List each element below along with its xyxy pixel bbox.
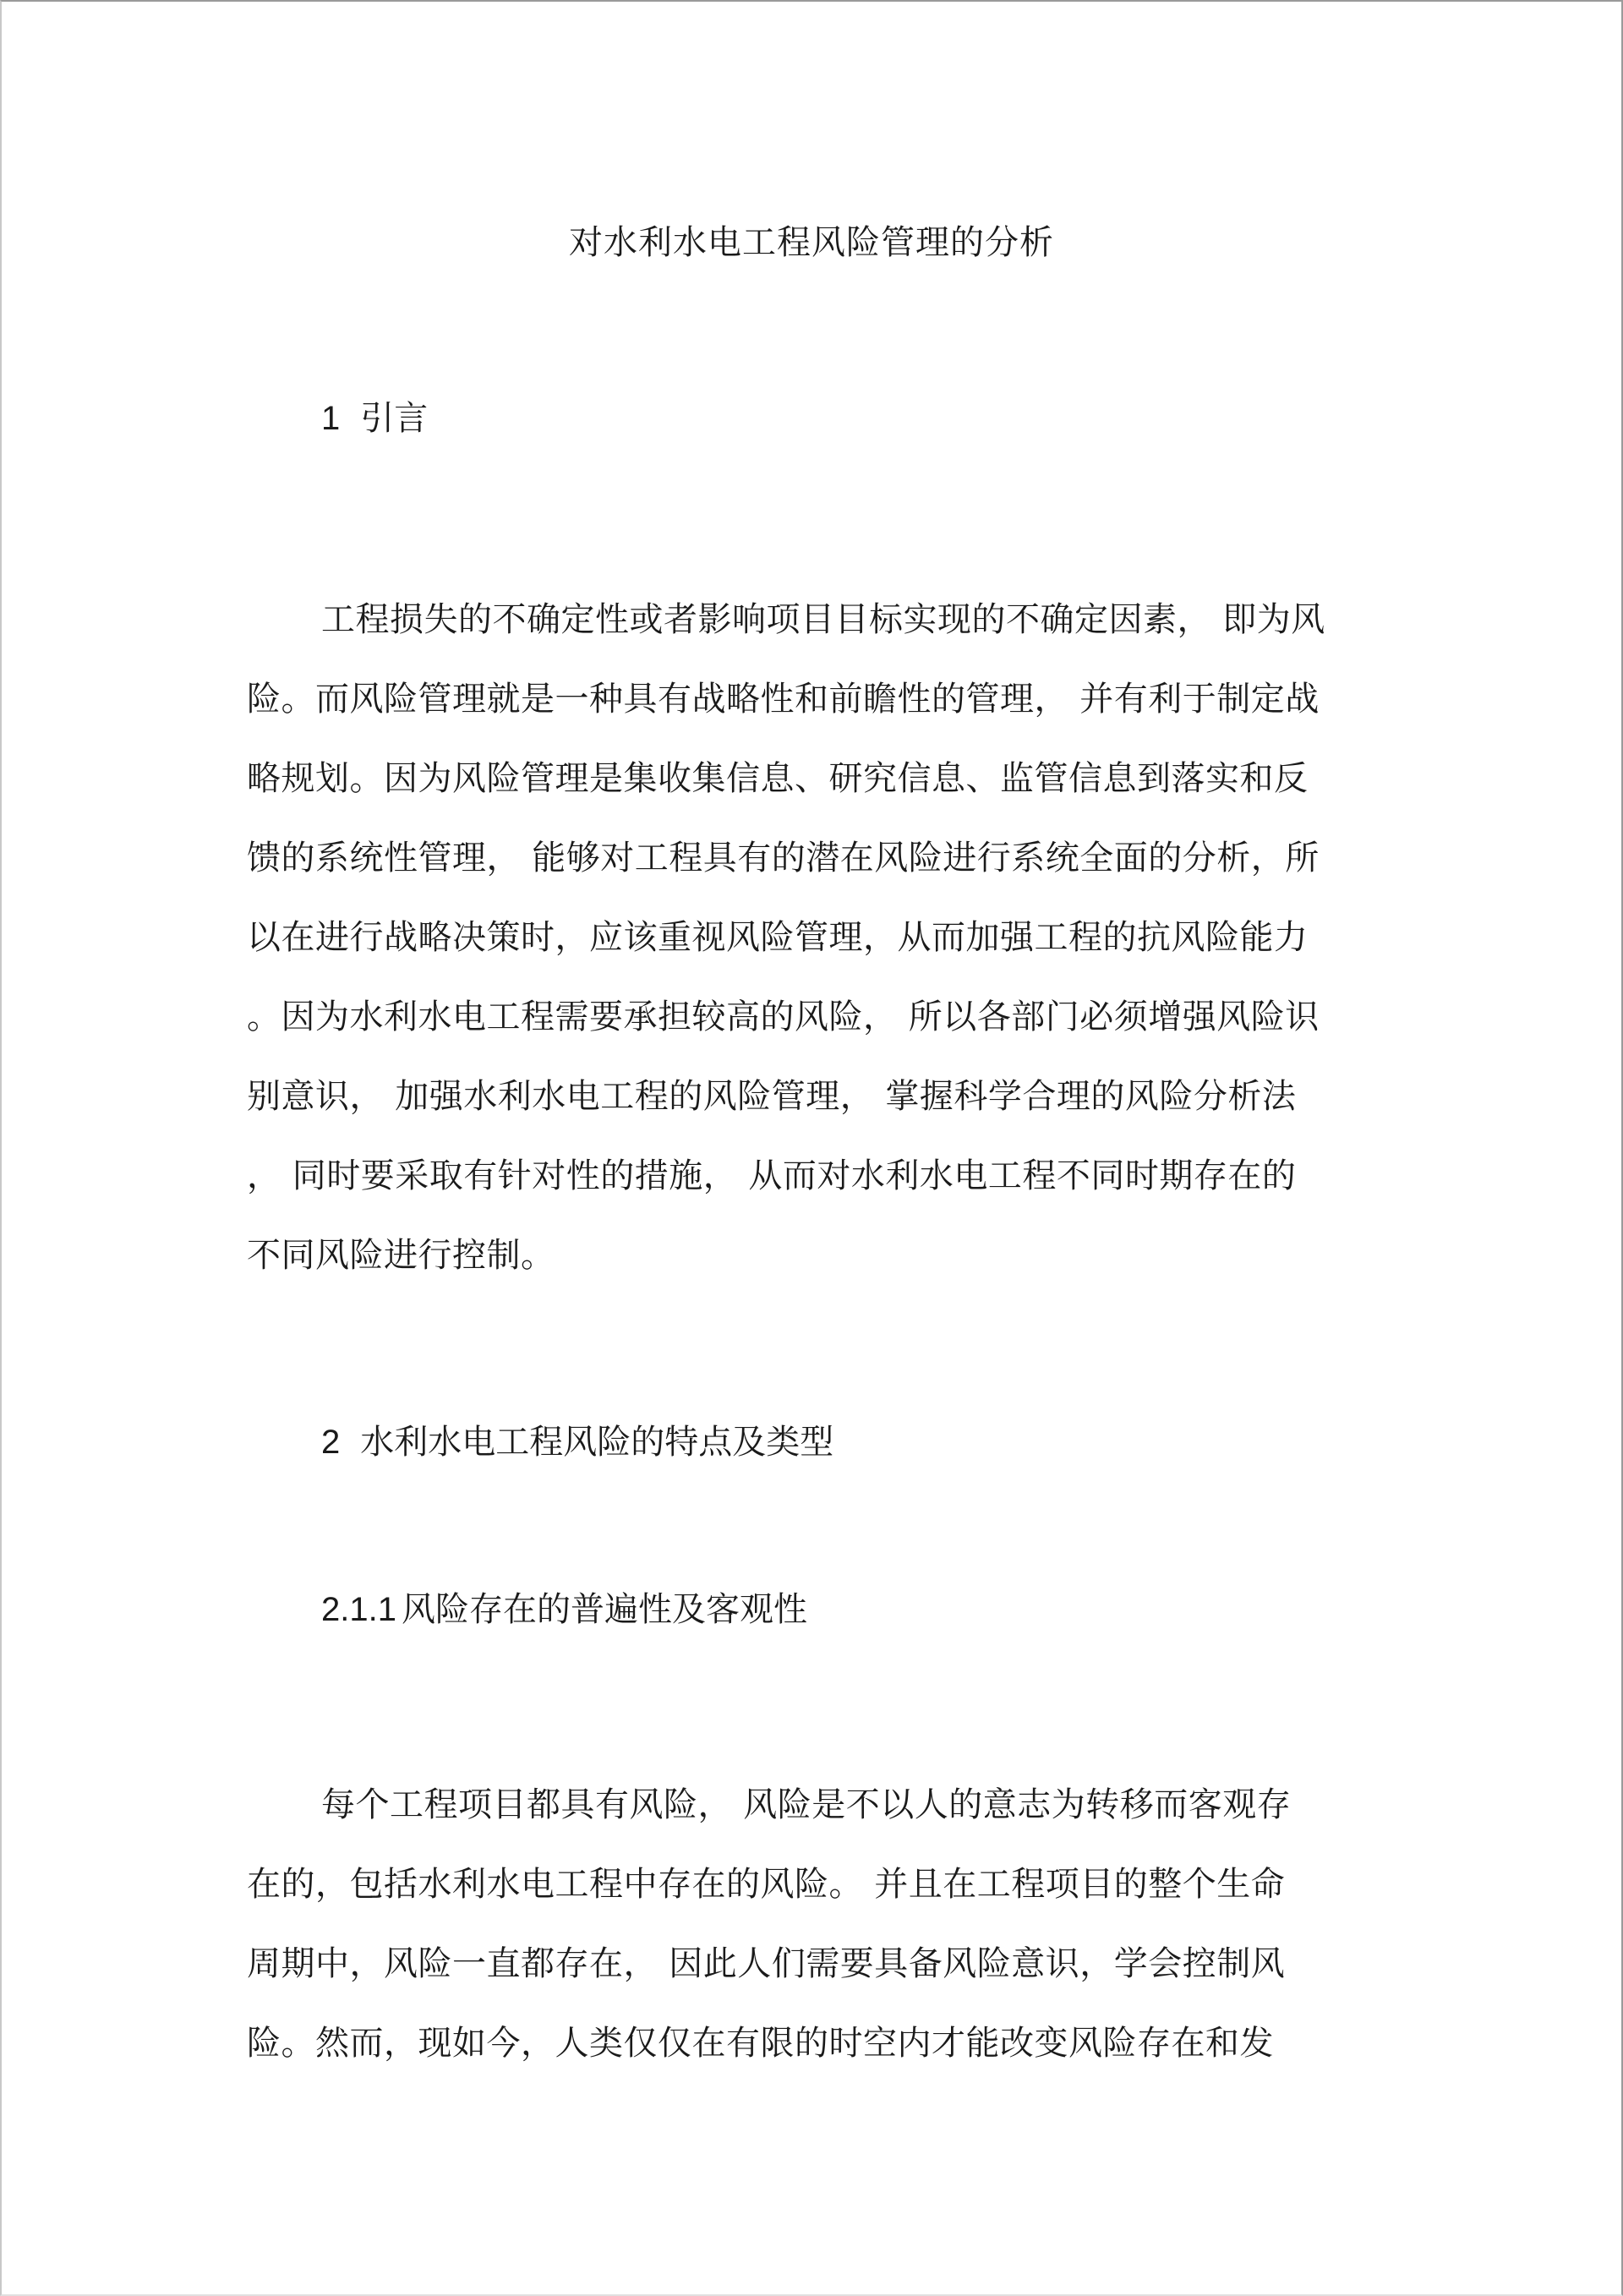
paragraph-line: 不同风险进行控制。 [247, 1236, 555, 1275]
section-title: 风险存在的普遍性及客观性 [401, 1590, 807, 1629]
section-number: 2.1.1 [321, 1591, 396, 1628]
paragraph-line: 馈的系统性管理， 能够对工程具有的潜在风险进行系统全面的分析，所 [247, 839, 1320, 877]
section-title: 水利水电工程风险的特点及类型 [360, 1423, 834, 1462]
document-title: 对水利水电工程风险管理的分析 [569, 223, 1054, 262]
paragraph-risk-universality [247, 1765, 1380, 2083]
paragraph-line: 工程损失的不确定性或者影响项目目标实现的不确定因素， 即为风 [321, 600, 1325, 639]
paragraph-line: 险。而风险管理就是一种具有战略性和前瞻性的管理， 并有利于制定战 [247, 680, 1320, 719]
paragraph-intro [247, 580, 1380, 1295]
section-number: 1 [321, 400, 341, 437]
paragraph-line: 。因为水利水电工程需要承担较高的风险， 所以各部门必须增强风险识 [247, 998, 1320, 1036]
section-number: 2 [321, 1424, 341, 1461]
paragraph-line: 以在进行战略决策时，应该重视风险管理，从而加强工程的抗风险能力 [247, 918, 1309, 957]
section-heading-2 [321, 1417, 833, 1468]
paragraph-line: ， 同时要采取有针对性的措施， 从而对水利水电工程不同时期存在的 [247, 1156, 1297, 1195]
section-heading-2-1-1 [321, 1584, 807, 1635]
paragraph-line: 在的，包括水利水电工程中存在的风险。 并且在工程项目的整个生命 [247, 1865, 1286, 1904]
paragraph-line: 险。然而，现如今，人类仅仅在有限的时空内才能改变风险存在和发 [247, 2024, 1274, 2063]
paragraph-line: 每个工程项目都具有风险， 风险是不以人的意志为转移而客观存 [321, 1785, 1292, 1824]
section-title: 引言 [360, 399, 429, 438]
section-heading-1 [321, 393, 428, 444]
paragraph-line: 略规划。因为风险管理是集收集信息、研究信息、监管信息到落实和反 [247, 759, 1309, 798]
paragraph-line: 别意识， 加强水利水电工程的风险管理， 掌握科学合理的风险分析法 [247, 1077, 1297, 1116]
paragraph-line: 周期中，风险一直都存在， 因此人们需要具备风险意识，学会控制风 [247, 1944, 1286, 1983]
